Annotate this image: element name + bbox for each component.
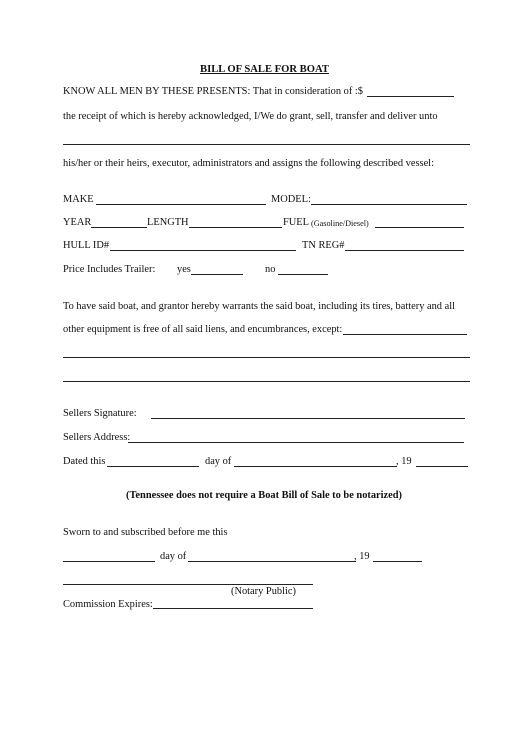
trailer-yes-label: yes <box>177 264 191 275</box>
model-label: MODEL: <box>271 194 311 205</box>
dated-label: Dated this <box>63 456 106 467</box>
trailer-yes-field[interactable] <box>191 274 243 275</box>
notary-public-label: (Notary Public) <box>231 586 296 597</box>
length-field[interactable] <box>189 227 282 228</box>
year-field[interactable] <box>91 227 147 228</box>
exceptions-field[interactable] <box>343 334 467 335</box>
grant-text: the receipt of which is hereby acknowledged, I/We do grant, sell, transfer and deliver unto <box>63 111 438 122</box>
sworn-year-prefix: , 19 <box>354 551 370 562</box>
dated-year-field[interactable] <box>416 466 468 467</box>
notary-notice: (Tennessee does not require a Boat Bill of Sale to be notarized) <box>126 490 403 501</box>
sworn-day-field[interactable] <box>63 561 155 562</box>
length-label: LENGTH <box>147 217 189 228</box>
hull-id-label: HULL ID# <box>63 240 110 251</box>
trailer-label: Price Includes Trailer: <box>63 264 156 275</box>
dated-year-prefix: , 19 <box>396 456 412 467</box>
model-field[interactable] <box>311 204 467 205</box>
consideration-amount-field[interactable] <box>367 96 454 97</box>
exceptions-line-2[interactable] <box>63 357 470 358</box>
sworn-year-field[interactable] <box>373 561 422 562</box>
year-label: YEAR <box>63 217 92 228</box>
trailer-no-label: no <box>265 264 276 275</box>
dated-day-field[interactable] <box>107 466 199 467</box>
seller-signature-field[interactable] <box>151 418 465 419</box>
form-title: BILL OF SALE FOR BOAT <box>200 64 329 75</box>
sworn-day-of-label: day of <box>160 551 187 562</box>
consideration-text: KNOW ALL MEN BY THESE PRESENTS: That in consideration of :$ <box>63 86 363 97</box>
commission-expires-field[interactable] <box>153 608 313 609</box>
assigns-text: his/her or their heirs, executor, administrators and assigns the following described vessel: <box>63 158 434 169</box>
seller-signature-label: Sellers Signature: <box>63 408 137 419</box>
notary-signature-field[interactable] <box>63 584 313 585</box>
fuel-hint: (Gasoline/Diesel) <box>311 219 369 228</box>
tn-reg-label: TN REG# <box>302 240 345 251</box>
dated-month-field[interactable] <box>234 466 397 467</box>
fuel-label: FUEL <box>283 217 309 228</box>
hull-id-field[interactable] <box>110 250 296 251</box>
dated-day-of-label: day of <box>205 456 232 467</box>
warranty-text-1: To have said boat, and grantor hereby warrants the said boat, including its tires, battery and all <box>63 301 455 312</box>
fuel-field[interactable] <box>375 227 464 228</box>
make-field[interactable] <box>96 204 266 205</box>
tn-reg-field[interactable] <box>345 250 464 251</box>
trailer-no-field[interactable] <box>278 274 328 275</box>
sworn-month-field[interactable] <box>188 561 356 562</box>
seller-address-field[interactable] <box>128 442 464 443</box>
sworn-label: Sworn to and subscribed before me this <box>63 527 228 538</box>
commission-label: Commission Expires: <box>63 599 153 610</box>
seller-address-label: Sellers Address: <box>63 432 131 443</box>
warranty-text-2: other equipment is free of all said liens, and encumbrances, except: <box>63 324 343 335</box>
buyer-name-field[interactable] <box>63 144 470 145</box>
make-label: MAKE <box>63 194 94 205</box>
exceptions-line-3[interactable] <box>63 381 470 382</box>
